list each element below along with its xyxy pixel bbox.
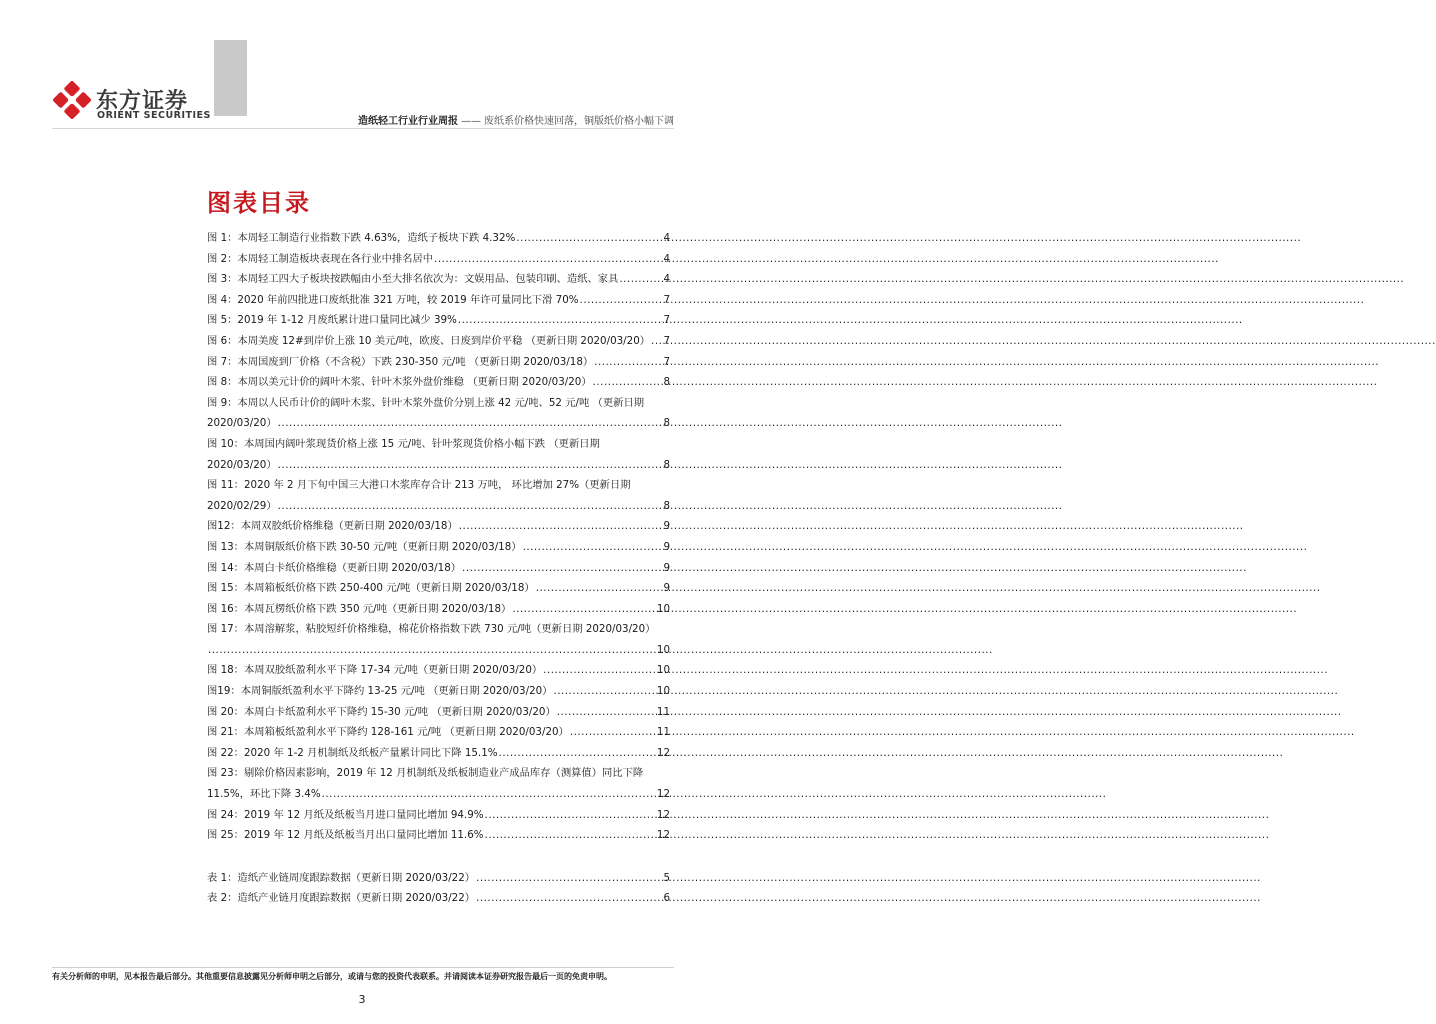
toc-entry-page: 12 <box>656 788 670 801</box>
toc-entry-label: 图 5：2019 年 1-12 月废纸累计进口量同比减少 39% <box>207 314 457 327</box>
toc-figure-entry-continued[interactable] <box>207 455 670 476</box>
toc-entry-label: 图 11：2020 年 2 月下旬中国三大港口木浆库存合计 213 万吨， 环比增加 27%（更新日期 <box>207 479 631 492</box>
toc-dot-leader <box>278 496 663 517</box>
toc-dot-leader <box>553 681 655 702</box>
toc-figure-entry[interactable] <box>207 537 670 558</box>
toc-figure-entry[interactable] <box>207 310 670 331</box>
toc-figure-entry[interactable] <box>207 393 670 414</box>
toc-entry-label: 表 1：造纸产业链周度跟踪数据（更新日期 2020/03/22） <box>207 871 476 884</box>
toc-entry-label: 图 1：本周轻工制造行业指数下跌 4.63%，造纸子板块下跌 4.32% <box>207 232 516 244</box>
page-number: 3 <box>358 993 366 1006</box>
toc-entry-page: 10 <box>656 602 670 615</box>
toc-entry-page: 9 <box>663 520 670 533</box>
toc-dot-leader <box>462 558 662 579</box>
toc-dot-leader <box>523 537 663 558</box>
toc-dot-leader <box>476 868 662 889</box>
toc-entry-page: 10 <box>656 685 670 698</box>
toc-figure-entry[interactable] <box>207 516 670 537</box>
toc-entry-label: 2020/03/20） <box>207 458 277 471</box>
toc-figure-entry[interactable] <box>207 558 670 579</box>
toc-entry-label: 图 7：本周国废到厂价格（不含税）下跌 230-350 元/吨 （更新日期 2020/03/18） <box>207 355 594 368</box>
company-logo <box>52 80 212 126</box>
toc-dot-leader <box>543 660 656 681</box>
toc-figure-entry[interactable] <box>207 269 670 290</box>
report-category: 造纸轻工行业行业周报 <box>358 116 458 127</box>
toc-entry-page: 11 <box>656 705 670 718</box>
toc-entry-page: 8 <box>663 376 670 389</box>
toc-figure-entry[interactable] <box>207 763 670 784</box>
toc-dot-leader <box>580 290 663 311</box>
toc-dot-leader <box>593 372 663 393</box>
toc-figure-entry[interactable] <box>207 681 670 702</box>
toc-entry-page: 10 <box>656 643 670 656</box>
toc-entry-label: 图 3：本周轻工四大子板块按跌幅由小至大排名依次为：文娱用品、包装印刷、造纸、家具 <box>207 273 619 286</box>
toc-entry-page: 11 <box>656 726 670 739</box>
toc-figure-entry-continued[interactable] <box>207 640 670 661</box>
toc-entry-label: 图12：本周双胶纸价格维稳（更新日期 2020/03/18） <box>207 520 458 533</box>
toc-list <box>207 228 670 909</box>
disclaimer-note: 有关分析师的申明，见本报告最后部分。其他重要信息披露见分析师申明之后部分，或请与您的投资代表联系。并请阅读本证券研究报告最后一页的免责申明。 <box>52 972 612 981</box>
toc-entry-page: 6 <box>663 892 670 905</box>
toc-entry-label: 2020/03/20） <box>207 417 277 430</box>
toc-figure-entry[interactable] <box>207 578 670 599</box>
toc-entry-page: 12 <box>656 808 670 821</box>
toc-entry-label: 图 14：本周白卡纸价格维稳（更新日期 2020/03/18） <box>207 561 462 574</box>
toc-entry-label: 11.5%，环比下降 3.4% <box>207 788 321 801</box>
toc-figure-entry-continued[interactable] <box>207 784 670 805</box>
toc-entry-page: 8 <box>663 458 670 471</box>
toc-entry-label: 表 2：造纸产业链月度跟踪数据（更新日期 2020/03/22） <box>207 892 476 905</box>
toc-figure-entry[interactable] <box>207 331 670 352</box>
toc-entry-label: 图 18：本周双胶纸盈利水平下降 17-34 元/吨（更新日期 2020/03/20） <box>207 664 543 677</box>
toc-figure-entry[interactable] <box>207 599 670 620</box>
header-grey-bar <box>214 40 247 116</box>
toc-dot-leader <box>485 805 656 826</box>
toc-entry-label: 图 24：2019 年 12 月纸及纸板当月进口量同比增加 94.9% <box>207 808 484 821</box>
toc-entry-label: 图 17：本周溶解浆，粘胶短纤价格维稳，棉花价格指数下跌 730 元/吨（更新日期 2020/03/20） <box>207 623 656 636</box>
toc-figure-entry[interactable] <box>207 372 670 393</box>
toc-entry-label: 图 6：本周美废 12#到岸价上涨 10 美元/吨，欧废、日废到岸价平稳 （更新日期 2020/03/20） <box>207 334 651 347</box>
toc-entry-label: 图 10：本周国内阔叶浆现货价格上涨 15 元/吨、针叶浆现货价格小幅下跌 （更新日期 <box>207 437 600 450</box>
toc-entry-page: 7 <box>663 334 670 347</box>
toc-entry-page: 8 <box>663 499 670 512</box>
header-separator: —— <box>461 116 481 127</box>
toc-figure-entry[interactable] <box>207 352 670 373</box>
toc-title: 图表目录 <box>207 189 311 217</box>
toc-table-entry[interactable] <box>207 888 670 909</box>
toc-dot-leader <box>570 722 656 743</box>
toc-dot-leader <box>476 888 662 909</box>
toc-dot-leader <box>458 310 663 331</box>
toc-figure-entry-continued[interactable] <box>207 413 670 434</box>
toc-entry-page: 10 <box>656 664 670 677</box>
toc-entry-page: 9 <box>663 582 670 595</box>
report-subtitle: 废纸系价格快速回落，铜版纸价格小幅下调 <box>484 116 674 127</box>
toc-entry-label: 图 13：本周铜版纸价格下跌 30-50 元/吨（更新日期 2020/03/18） <box>207 540 522 553</box>
toc-dot-leader <box>434 249 662 270</box>
toc-entry-label: 图 21：本周箱板纸盈利水平下降约 128-161 元/吨 （更新日期 2020/03/20） <box>207 726 569 739</box>
toc-figure-entry[interactable] <box>207 290 670 311</box>
toc-entry-page: 4 <box>663 252 670 265</box>
toc-entry-label: 图 20：本周白卡纸盈利水平下降约 15-30 元/吨 （更新日期 2020/03/20） <box>207 705 556 718</box>
toc-entry-page: 12 <box>656 746 670 759</box>
toc-figure-entry-continued[interactable] <box>207 496 670 517</box>
toc-entry-label: 图 16：本周瓦楞纸价格下跌 350 元/吨（更新日期 2020/03/18） <box>207 602 512 615</box>
toc-table-entry[interactable] <box>207 868 670 889</box>
toc-dot-leader <box>485 825 656 846</box>
toc-entry-label: 2020/02/29） <box>207 499 277 512</box>
toc-entry-page: 7 <box>663 293 670 306</box>
toc-dot-leader <box>278 413 663 434</box>
toc-entry-page: 4 <box>663 232 670 244</box>
toc-entry-page: 7 <box>663 355 670 368</box>
toc-dot-leader <box>557 702 656 723</box>
footer-divider <box>52 967 674 968</box>
toc-dot-leader <box>536 578 663 599</box>
toc-section-gap <box>207 846 670 868</box>
toc-entry-page: 8 <box>663 417 670 430</box>
toc-dot-leader <box>278 455 663 476</box>
toc-entry-page: 9 <box>663 540 670 553</box>
toc-figure-entry[interactable] <box>207 434 670 455</box>
header-divider <box>52 128 674 129</box>
toc-entry-page: 4 <box>663 273 670 286</box>
toc-dot-leader <box>651 331 662 352</box>
toc-dot-leader <box>208 640 656 661</box>
toc-dot-leader <box>619 269 662 290</box>
toc-entry-label: 图 23：剔除价格因素影响，2019 年 12 月机制纸及纸板制造业产成品库存（测算值）同比下降 <box>207 767 644 780</box>
toc-dot-leader <box>459 516 663 537</box>
toc-entry-label: 图 4：2020 年前四批进口废纸批准 321 万吨，较 2019 年许可量同比下滑 70% <box>207 293 579 306</box>
toc-entry-label: 图 9：本周以人民币计价的阔叶木浆、针叶木浆外盘价分别上涨 42 元/吨、52 元/吨 （更新日期 <box>207 396 645 409</box>
logo-name-cn: 东方证券 <box>96 89 189 114</box>
toc-figure-entry[interactable] <box>207 475 670 496</box>
logo-name-en: ORIENT SECURITIES <box>97 110 211 121</box>
toc-figure-entry[interactable] <box>207 743 670 764</box>
toc-entry-label: 图 25：2019 年 12 月纸及纸板当月出口量同比增加 11.6% <box>207 829 484 842</box>
toc-figure-entry[interactable] <box>207 702 670 723</box>
toc-figure-entry[interactable] <box>207 722 670 743</box>
toc-figure-entry[interactable] <box>207 619 670 640</box>
toc-entry-label: 图 15：本周箱板纸价格下跌 250-400 元/吨（更新日期 2020/03/18） <box>207 582 535 595</box>
toc-entry-page: 5 <box>663 871 670 884</box>
toc-dot-leader <box>499 743 656 764</box>
toc-entry-label: 图 2：本周轻工制造板块表现在各行业中排名居中 <box>207 252 434 265</box>
toc-entry-label: 图 8：本周以美元计价的阔叶木浆、针叶木浆外盘价维稳 （更新日期 2020/03/20） <box>207 376 592 389</box>
toc-figure-entry[interactable] <box>207 249 670 270</box>
toc-dot-leader <box>322 784 656 805</box>
toc-figure-entry[interactable] <box>207 825 670 846</box>
toc-entry-page: 7 <box>663 314 670 327</box>
toc-entry-page: 12 <box>656 829 670 842</box>
toc-dot-leader <box>512 599 656 620</box>
toc-dot-leader <box>594 352 662 373</box>
toc-dot-leader <box>516 228 662 249</box>
toc-figure-entry[interactable] <box>207 228 670 249</box>
toc-figure-entry[interactable] <box>207 805 670 826</box>
report-header <box>358 112 674 127</box>
toc-entry-page: 9 <box>663 561 670 574</box>
toc-entry-label: 图 22：2020 年 1-2 月机制纸及纸板产量累计同比下降 15.1% <box>207 746 498 759</box>
toc-entry-label: 图19：本周铜版纸盈利水平下降约 13-25 元/吨 （更新日期 2020/03/20） <box>207 685 553 698</box>
toc-figure-entry[interactable] <box>207 660 670 681</box>
orient-logo-icon <box>52 80 92 120</box>
